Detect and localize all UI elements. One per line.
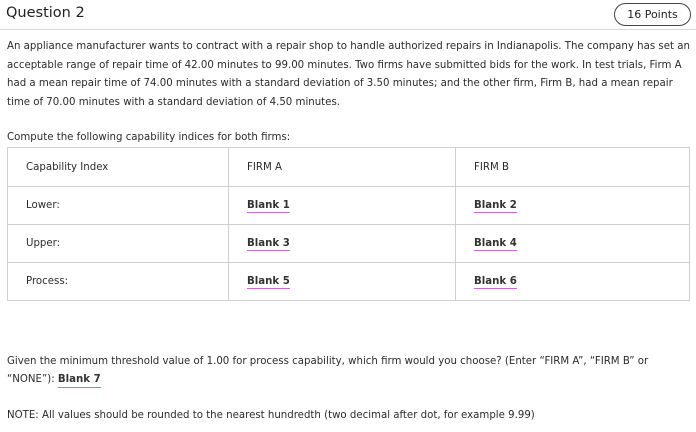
firm-choice-text: Given the minimum threshold value of 1.00 for process capability, which firm would you choose? (Enter “FIRM A”, “FIRM B” or “NONE”): <box>7 356 649 385</box>
blank-2-input[interactable]: Blank 2 <box>474 200 517 211</box>
blank-3-input[interactable]: Blank 3 <box>247 238 290 249</box>
table-header-row <box>8 148 690 187</box>
blank-1-input[interactable]: Blank 1 <box>247 200 290 211</box>
question-title: Question 2 <box>6 5 85 21</box>
blank-7-input[interactable]: Blank 7 <box>58 373 101 388</box>
table-row <box>8 187 690 225</box>
header-capability-index: Capability Index <box>8 148 229 187</box>
row-label-lower: Lower: <box>8 187 229 225</box>
blank-6-input[interactable]: Blank 6 <box>474 276 517 287</box>
header-firm-b: FIRM B <box>456 148 690 187</box>
question-description: An appliance manufacturer wants to contract with a repair shop to handle authorized repairs in Indianapolis. The company has set an acceptable range of repair time of 42.00 minutes to 99.00 minutes. Two firms have submitted bids for the work. In test trials, Firm A had a mean repair time of 74.00 minutes with a standard deviation of 3.50 minutes; and the other firm, Firm B, had a mean repair time of 70.00 minutes with a standard deviation of 4.50 minutes. <box>7 41 690 108</box>
table-prompt: Compute the following capability indices for both firms: <box>7 132 291 143</box>
blank-4-input[interactable]: Blank 4 <box>474 238 517 249</box>
row-label-upper: Upper: <box>8 225 229 263</box>
firm-choice-question <box>7 353 687 389</box>
blank-5-input[interactable]: Blank 5 <box>247 276 290 287</box>
table-row <box>8 225 690 263</box>
capability-table <box>7 147 690 301</box>
points-badge: 16 Points <box>614 3 691 26</box>
rounding-note: NOTE: All values should be rounded to the nearest hundredth (two decimal after dot, for example 9.99) <box>7 410 535 421</box>
question-header <box>0 0 696 30</box>
header-firm-a: FIRM A <box>229 148 456 187</box>
table-row <box>8 263 690 301</box>
row-label-process: Process: <box>8 263 229 301</box>
